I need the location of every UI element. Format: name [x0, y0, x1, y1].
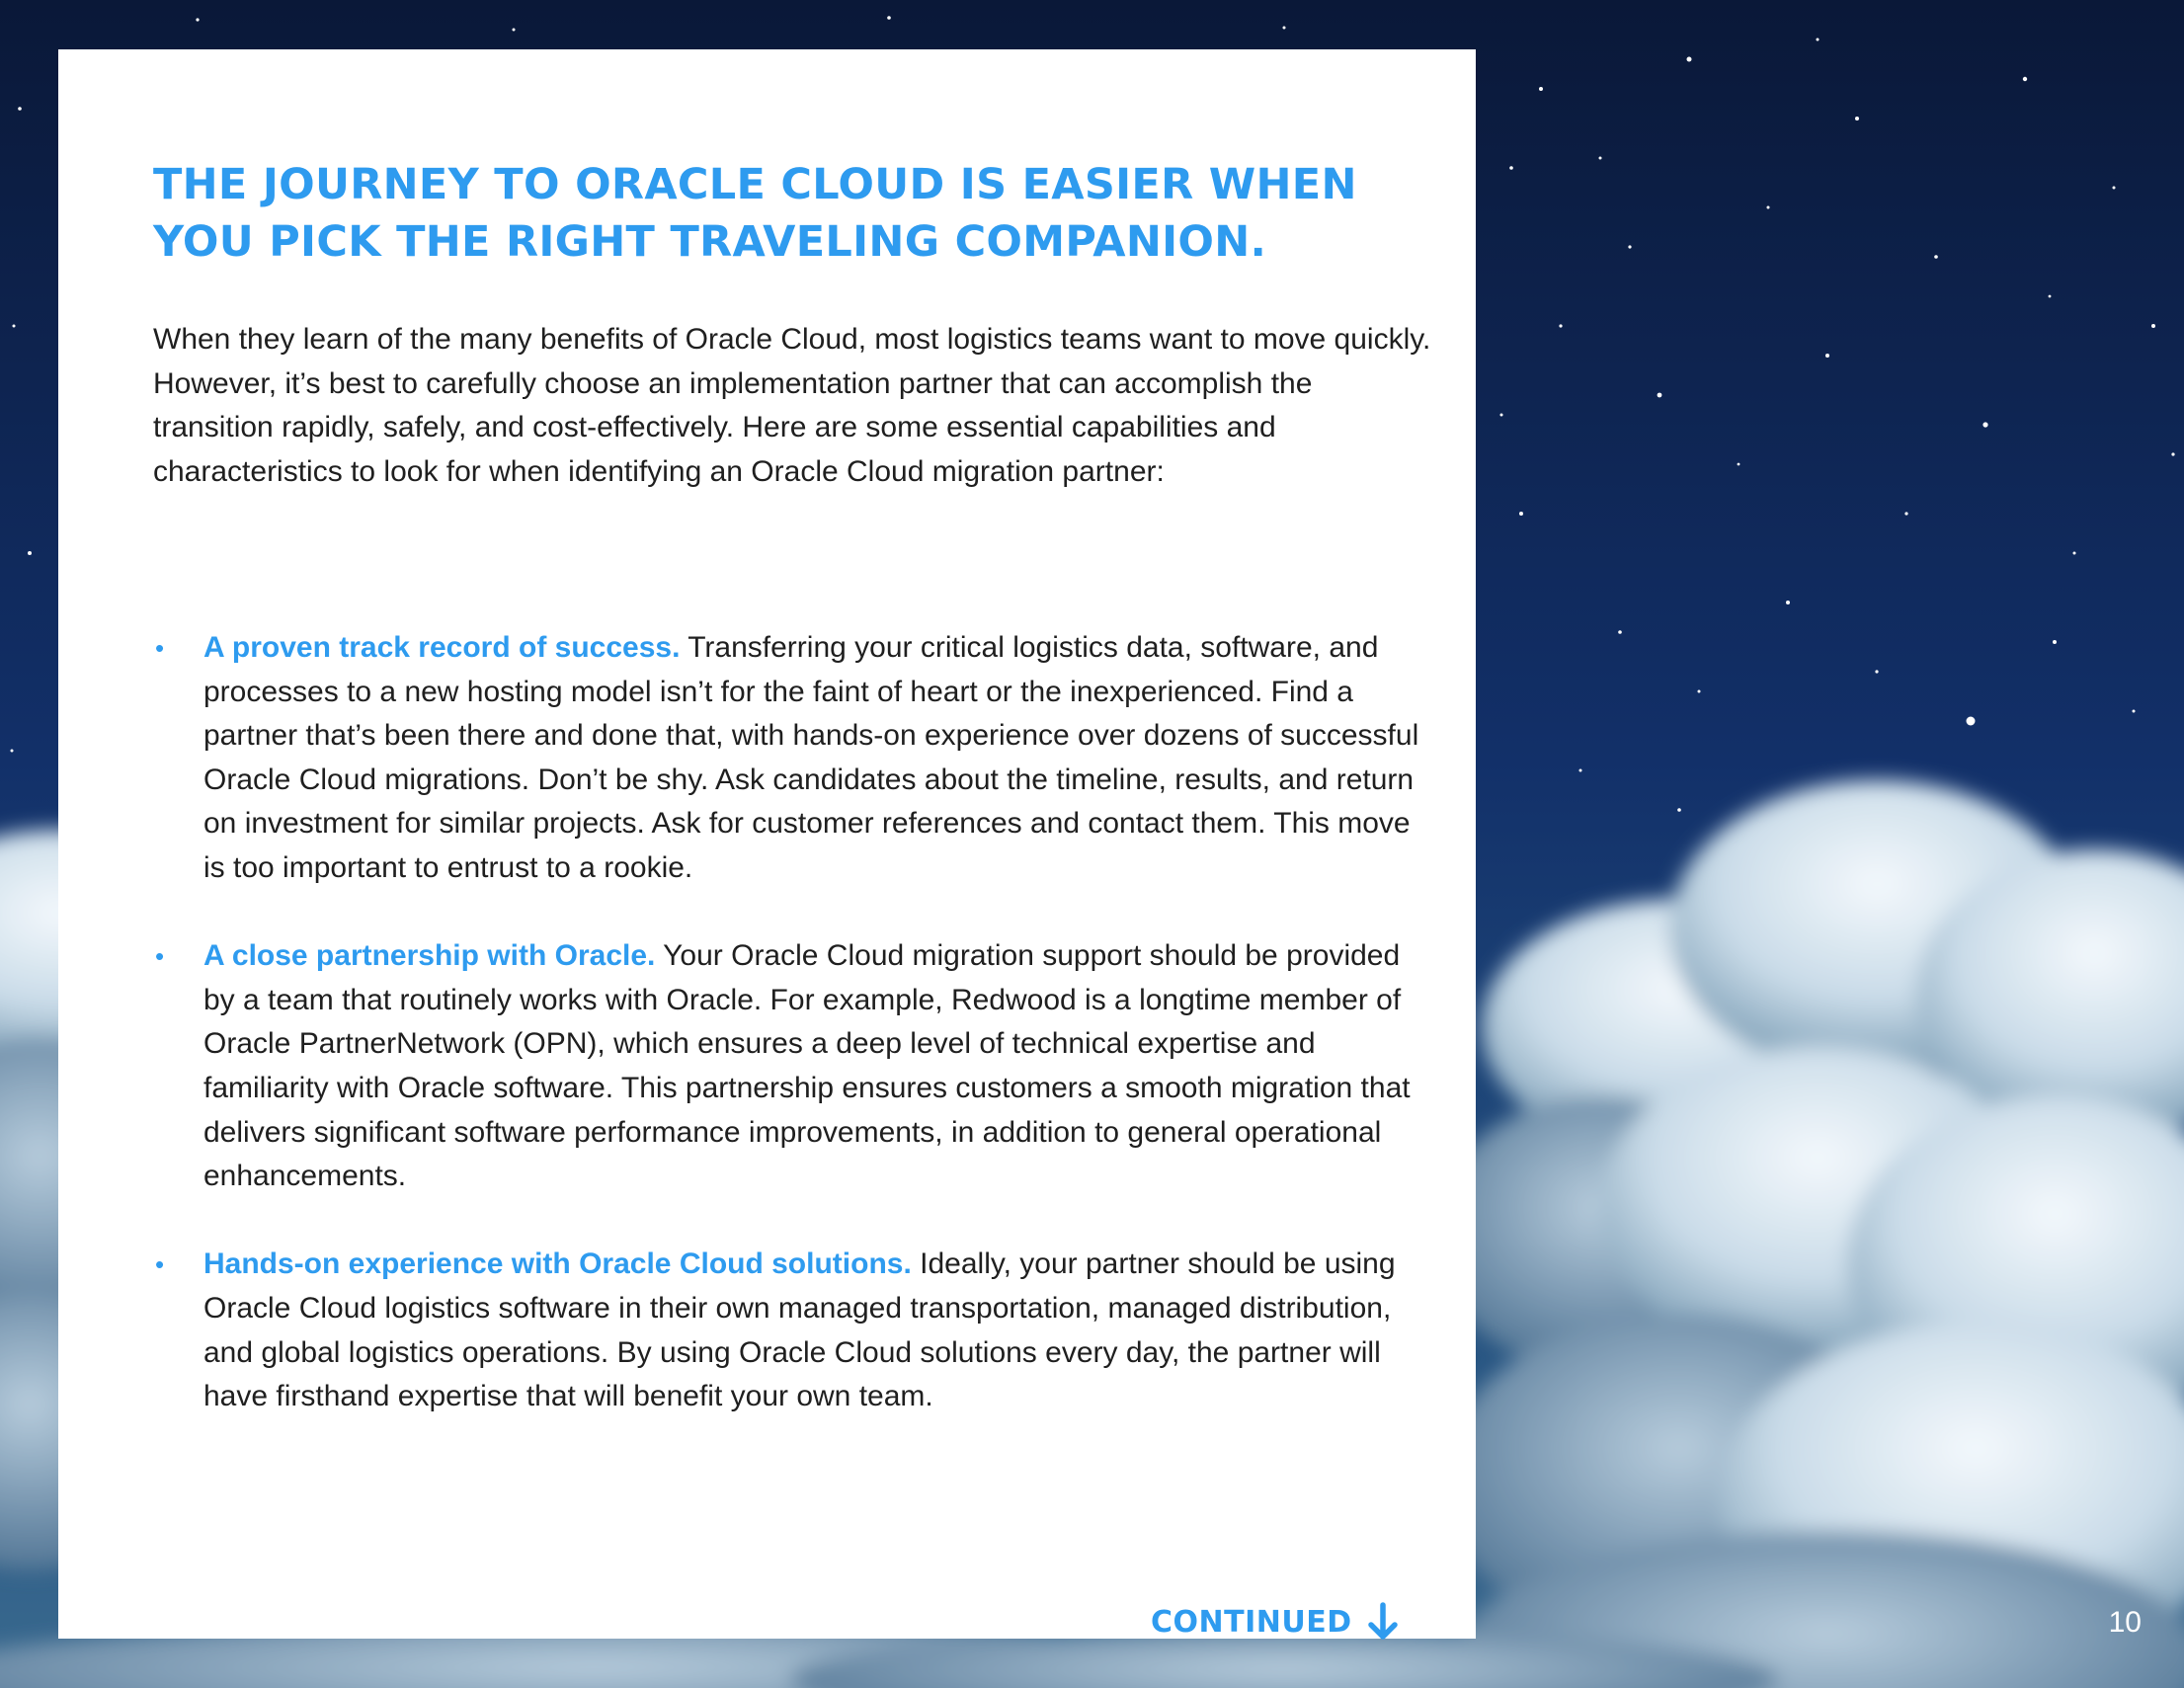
list-item-lead: A proven track record of success.: [203, 631, 681, 664]
list-item-text: Transferring your critical logistics data, software, and processes to a new hosting model isn’t for the faint of heart or the inexperienced. Find a partner that’s been there and done that, with hands-on experience over dozens of successful Oracle Cloud migrations. Don’t be shy. Ask candidates about the timeline, results, and return on investment for similar projects. Ask for customer references and contact them. This move is too important to entrust to a rookie.: [203, 631, 1419, 884]
capabilities-list: [153, 626, 1437, 1463]
continued-label: CONTINUED: [1151, 1604, 1352, 1640]
bullet-icon: •: [155, 633, 165, 663]
list-item-lead: Hands-on experience with Oracle Cloud solutions.: [203, 1247, 912, 1281]
continued-link[interactable]: [1151, 1598, 1400, 1646]
bullet-icon: •: [155, 941, 165, 972]
list-item: [153, 626, 1437, 891]
list-item-lead: A close partnership with Oracle.: [203, 939, 656, 973]
list-item: [153, 1243, 1437, 1418]
list-item-text: Ideally, your partner should be using Oracle Cloud logistics software in their own managed transportation, managed distribution, and global logistics operations. By using Oracle Cloud solutions every day, the partner will have firsthand expertise that will benefit your own team.: [203, 1247, 1396, 1413]
page-headline: THE JOURNEY TO ORACLE CLOUD IS EASIER WHEN YOU PICK THE RIGHT TRAVELING COMPANION.: [153, 160, 1357, 267]
page-number: 10: [2108, 1606, 2142, 1639]
list-item: [153, 934, 1437, 1199]
bullet-icon: •: [155, 1249, 165, 1280]
content-card: [58, 49, 1476, 1639]
arrow-down-icon: [1366, 1602, 1400, 1642]
list-item-text: Your Oracle Cloud migration support should be provided by a team that routinely works with Oracle. For example, Redwood is a longtime member of Oracle PartnerNetwork (OPN), which ensures a deep level of technical expertise and familiarity with Oracle software. This partnership ensures customers a smooth migration that delivers significant software performance improvements, in addition to general operational enhancements.: [203, 939, 1411, 1193]
intro-paragraph: When they learn of the many benefits of Oracle Cloud, most logistics teams want to move quickly. However, it’s best to carefully choose an implementation partner that can accomplish the transition rapidly, safely, and cost-effectively. Here are some essential capabilities and characteristics to look for when identifying an Oracle Cloud migration partner:: [153, 323, 1431, 488]
